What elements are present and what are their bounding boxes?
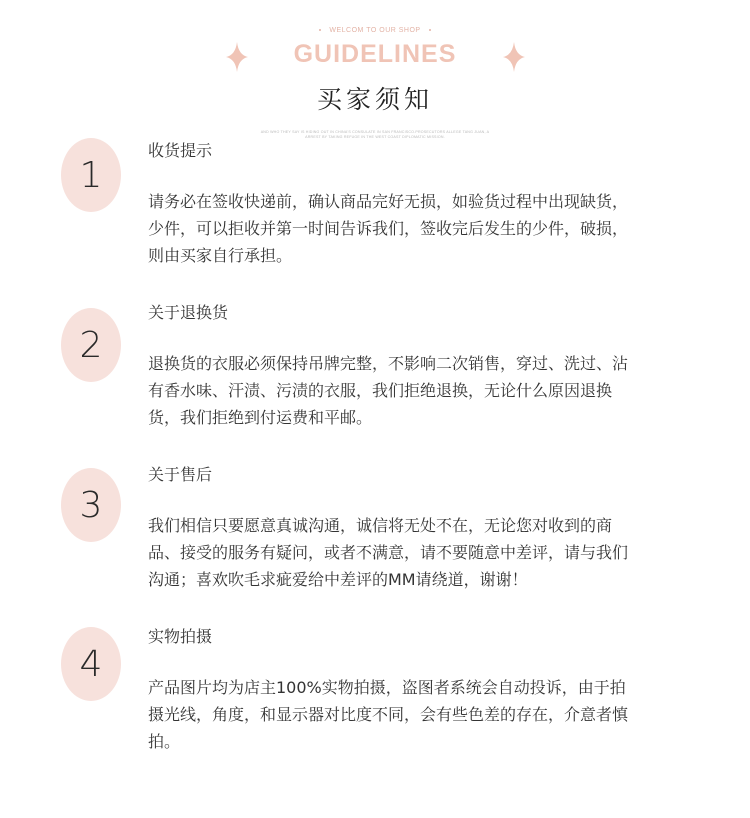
body-line: 我们相信只要愿意真诚沟通，诚信将无处不在，无论您对收到的商: [148, 516, 613, 535]
section-body: [148, 350, 708, 431]
body-line: 沟通；喜欢吹毛求疵爱给中差评的MM请绕道，谢谢！: [148, 570, 528, 589]
section-title: 关于售后: [148, 465, 213, 484]
body-line: 请务必在签收快递前，确认商品完好无损，如验货过程中出现缺货，: [148, 192, 629, 211]
section-title: 收货提示: [148, 141, 213, 160]
sparkle-icon-left: [226, 42, 248, 72]
number-badge: 1: [61, 138, 121, 212]
body-line: 则由买家自行承担。: [148, 246, 293, 265]
header: [0, 0, 750, 139]
number-badge: 2: [61, 308, 121, 382]
dot-icon: [319, 29, 321, 31]
fine-print: [230, 130, 520, 140]
body-line: 拍。: [148, 732, 181, 751]
body-line: 货，我们拒绝到付运费和平邮。: [148, 408, 373, 427]
section-title: 关于退换货: [148, 303, 229, 322]
welcome-text: WELCOM TO OUR SHOP: [329, 27, 421, 34]
body-line: 摄光线，角度，和显示器对比度不同，会有些色差的存在，介意者慎: [148, 705, 629, 724]
number-badge: 4: [61, 627, 121, 701]
body-line: 有香水味、汗渍、污渍的衣服，我们拒绝退换，无论什么原因退换: [148, 381, 613, 400]
fine-print-line: ARREST BY TAKING REFUGE IN THE WEST COAST DIPLOMATIC MISSION.: [305, 135, 445, 139]
fine-print-line: AND WHO THEY SAY IS HIDING OUT IN CHINA'S CONSULATE IN SAN FRANCISCO.PROSECUTORS ALLEGE TANG JUAN, A: [260, 130, 490, 134]
page-title: 买家须知: [316, 85, 433, 114]
section-body: [148, 188, 708, 269]
section-body: [148, 512, 708, 593]
dot-icon: [429, 29, 431, 31]
section-body: [148, 674, 708, 755]
number-badge: 3: [61, 468, 121, 542]
welcome-line: [0, 27, 750, 34]
body-line: 产品图片均为店主100%实物拍摄，盗图者系统会自动投诉，由于拍: [148, 678, 626, 697]
sparkle-icon-right: [503, 42, 525, 72]
section-title: 实物拍摄: [148, 627, 213, 646]
body-line: 品、接受的服务有疑问，或者不满意，请不要随意中差评，请与我们: [148, 543, 629, 562]
guidelines-title: GUIDELINES: [293, 40, 457, 68]
body-line: 少件，可以拒收并第一时间告诉我们，签收完后发生的少件，破损，: [148, 219, 629, 238]
body-line: 退换货的衣服必须保持吊牌完整，不影响二次销售，穿过、洗过、沾: [148, 354, 629, 373]
